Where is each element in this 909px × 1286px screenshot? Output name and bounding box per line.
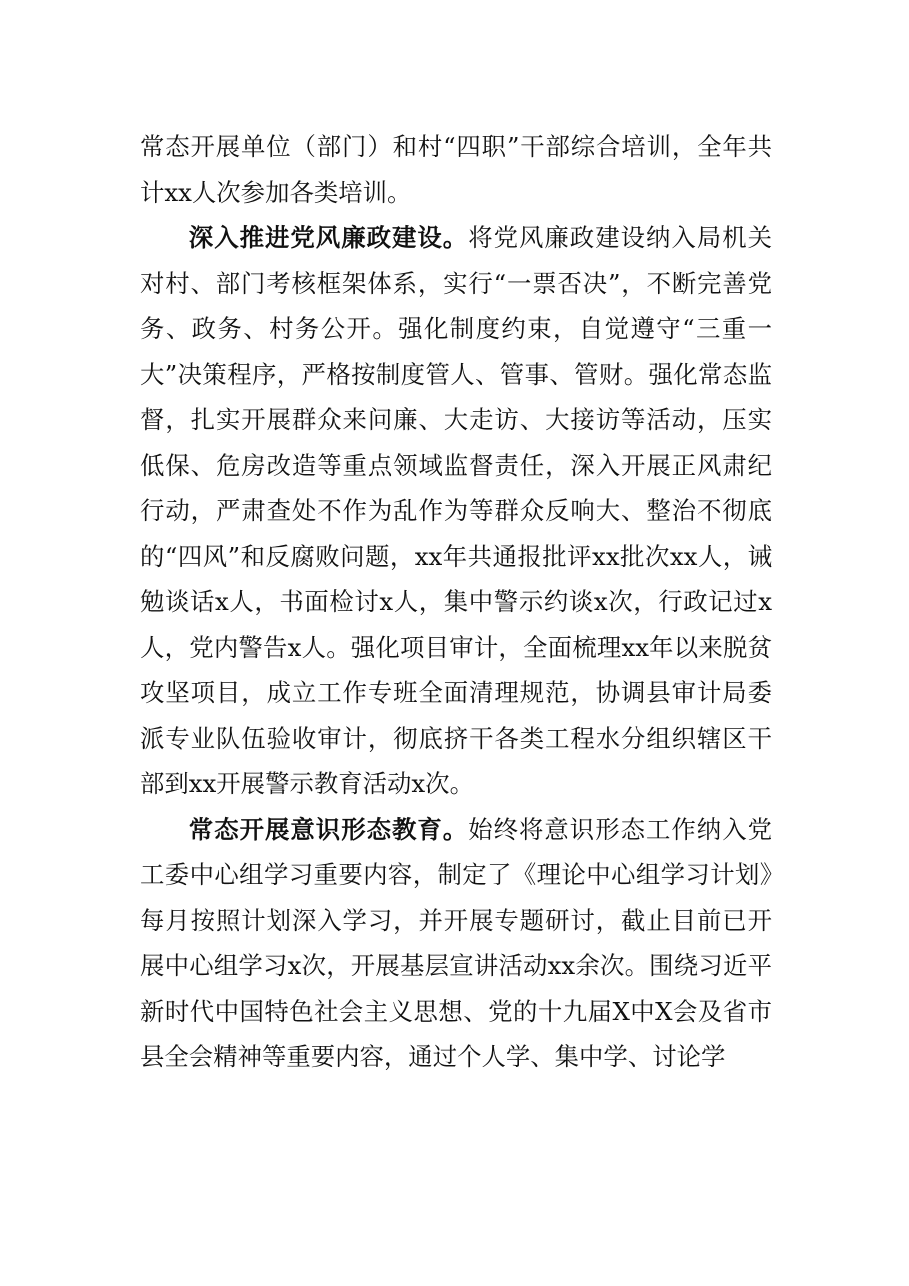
paragraph-body: 将党风廉政建设纳入局机关对村、部门考核框架体系，实行“一票否决”，不断完善党务、政务、村务公开。强化制度约束，自觉遵守“三重一大”决策程序，严格按制度管人、管事、管财。强化常态监督，扎实开展群众来问廉、大走访、大接访等活动，压实低保、危房改造等重点领域监督责任，深入开展正风肃纪行动，严肃查处不作为乱作为等群众反响大、整治不彻底的“四风”和反腐败问题，xx年共通报批评xx批次xx人，诫勉谈话x人，书面检讨x人，集中警示约谈x次，行政记过x人，党内警告x人。强化项目审计，全面梳理xx年以来脱贫攻坚项目，成立工作专班全面清理规范，协调县审计局委派专业队伍验收审计，彻底挤干各类工程水分组织辖区干部到xx开展警示教育活动x次。 bbox=[140, 223, 772, 798]
paragraph-party-conduct bbox=[140, 215, 772, 807]
paragraph-lead-heading: 深入推进党风廉政建设。 bbox=[188, 223, 469, 252]
paragraph-training-continuation bbox=[140, 124, 772, 215]
paragraph-ideology-education bbox=[140, 807, 772, 1080]
paragraph-body: 始终将意识形态工作纳入党工委中心组学习重要内容，制定了《理论中心组学习计划》每月按照计划深入学习，并开展专题研讨，截止目前已开展中心组学习x次，开展基层宣讲活动xx余次。围绕习近平新时代中国特色社会主义思想、党的十九届X中X会及省市县全会精神等重要内容，通过个人学、集中学、讨论学 bbox=[140, 814, 772, 1071]
paragraph-lead-heading: 常态开展意识形态教育。 bbox=[188, 814, 469, 844]
document-body bbox=[140, 124, 772, 1080]
paragraph-body: 常态开展单位（部门）和村“四职”干部综合培训，全年共计xx人次参加各类培训。 bbox=[140, 132, 772, 207]
